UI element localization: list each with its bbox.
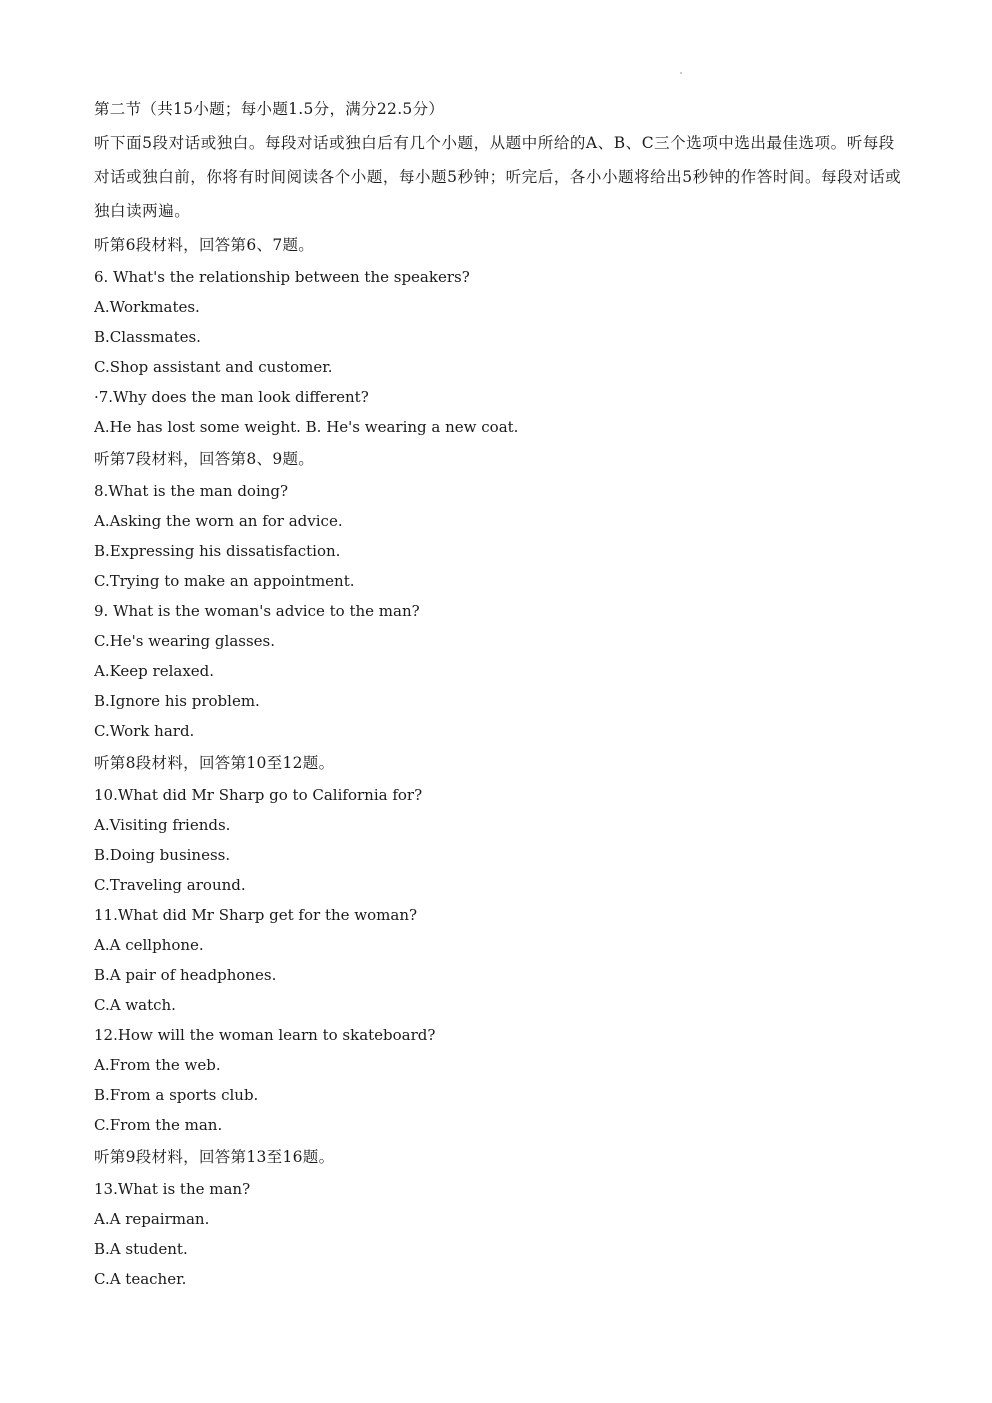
question-line: A.Workmates.	[94, 298, 200, 316]
question-line: 8.What is the man doing?	[94, 482, 289, 500]
question-line: B.Ignore his problem.	[94, 692, 260, 710]
question-line: 6. What's the relationship between the speakers?	[94, 268, 470, 286]
question-line: C.Trying to make an appointment.	[94, 572, 355, 590]
question-line: A.Keep relaxed.	[94, 662, 215, 680]
segment-heading: 听第8段材料，回答第10至12题。	[94, 754, 335, 772]
question-line: 10.What did Mr Sharp go to California for?	[94, 786, 423, 804]
question-line: A.He has lost some weight. B. He's wearing a new coat.	[94, 418, 519, 436]
question-line: B.Doing business.	[94, 846, 231, 864]
question-line: 9. What is the woman's advice to the man?	[94, 602, 420, 620]
section-instructions: 听下面5段对话或独白。每段对话或独白后有几个小题，从题中所给的A、B、C三个选项中选出最佳选项。听每段对话或独白前，你将有时间阅读各个小题，每小题5秒钟；听完后，各小小题将给出5秒钟的作答时间。每段对话或独白读两遍。	[94, 134, 902, 220]
question-line: B.A pair of headphones.	[94, 966, 277, 984]
scan-speck	[680, 72, 682, 74]
question-line: C.Work hard.	[94, 722, 195, 740]
question-line: C.A teacher.	[94, 1270, 187, 1288]
question-line: 13.What is the man?	[94, 1180, 251, 1198]
question-line: C.A watch.	[94, 996, 176, 1014]
question-line: B.A student.	[94, 1240, 188, 1258]
question-line: A.A cellphone.	[94, 936, 204, 954]
section-title: 第二节（共15小题；每小题1.5分，满分22.5分）	[94, 100, 445, 118]
question-line: C.He's wearing glasses.	[94, 632, 275, 650]
page-content	[94, 92, 914, 1294]
question-line: A.Visiting friends.	[94, 816, 231, 834]
question-line: B.Expressing his dissatisfaction.	[94, 542, 341, 560]
question-line: C.From the man.	[94, 1116, 223, 1134]
question-line: C.Traveling around.	[94, 876, 246, 894]
question-line: 11.What did Mr Sharp get for the woman?	[94, 906, 418, 924]
segment-heading: 听第6段材料，回答第6、7题。	[94, 236, 315, 254]
question-line: B.From a sports club.	[94, 1086, 259, 1104]
question-list	[94, 228, 914, 1294]
question-line: C.Shop assistant and customer.	[94, 358, 333, 376]
segment-heading: 听第7段材料，回答第8、9题。	[94, 450, 315, 468]
segment-heading: 听第9段材料，回答第13至16题。	[94, 1148, 335, 1166]
question-line: A.Asking the worn an for advice.	[94, 512, 343, 530]
question-line: A.A repairman.	[94, 1210, 210, 1228]
question-line: B.Classmates.	[94, 328, 201, 346]
question-line: A.From the web.	[94, 1056, 221, 1074]
question-line: ·7.Why does the man look different?	[94, 388, 369, 406]
question-line: 12.How will the woman learn to skateboard?	[94, 1026, 436, 1044]
